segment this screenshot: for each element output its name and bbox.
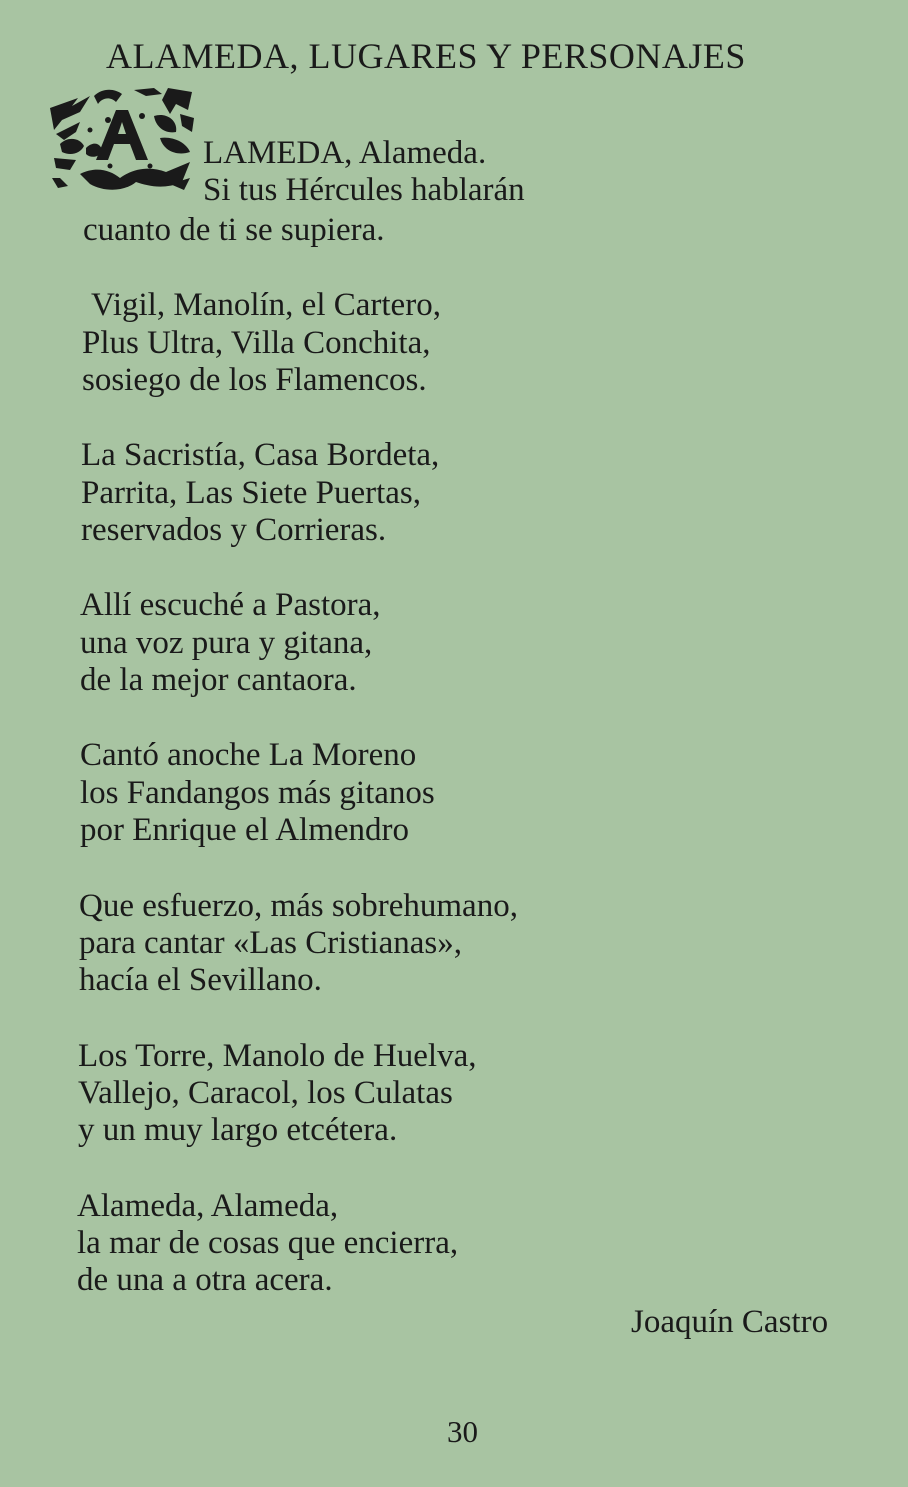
page-number: 30 [447, 1414, 478, 1449]
poem-line: Plus Ultra, Villa Conchita, [82, 325, 431, 361]
poem-line: cuanto de ti se supiera. [83, 212, 385, 248]
poem-line: Que esfuerzo, más sobrehumano, [79, 888, 518, 924]
poem-line: de una a otra acera. [77, 1262, 333, 1298]
poem-line: LAMEDA, Alameda. [203, 135, 487, 171]
poem-line: Vallejo, Caracol, los Culatas [78, 1075, 453, 1111]
poem-line: Alameda, Alameda, [77, 1188, 339, 1224]
poem-line: La Sacristía, Casa Bordeta, [81, 437, 440, 473]
poem-line: una voz pura y gitana, [80, 625, 373, 661]
poem-line: los Fandangos más gitanos [80, 775, 435, 811]
poem-line: reservados y Corrieras. [81, 512, 387, 548]
poem-line: y un muy largo etcétera. [78, 1112, 398, 1148]
poem-line: la mar de cosas que encierra, [77, 1225, 459, 1261]
poem-line: para cantar «Las Cristianas», [79, 925, 463, 961]
poem-author: Joaquín Castro [631, 1304, 829, 1340]
poem-line: Parrita, Las Siete Puertas, [81, 475, 421, 511]
poem-line: Cantó anoche La Moreno [80, 737, 417, 773]
poem-line: Allí escuché a Pastora, [80, 587, 381, 623]
poem-line: por Enrique el Almendro [80, 812, 410, 848]
poem-line: Si tus Hércules hablarán [203, 172, 525, 208]
poem-line: sosiego de los Flamencos. [82, 362, 427, 398]
poem-line: Vigil, Manolín, el Cartero, [91, 287, 441, 323]
poem-line: Los Torre, Manolo de Huelva, [78, 1038, 477, 1074]
poem-line: hacía el Sevillano. [79, 962, 322, 998]
poem-line: de la mejor cantaora. [80, 662, 357, 698]
poem-title: ALAMEDA, LUGARES Y PERSONAJES [106, 36, 746, 76]
ornamental-drop-cap-a [50, 86, 196, 196]
